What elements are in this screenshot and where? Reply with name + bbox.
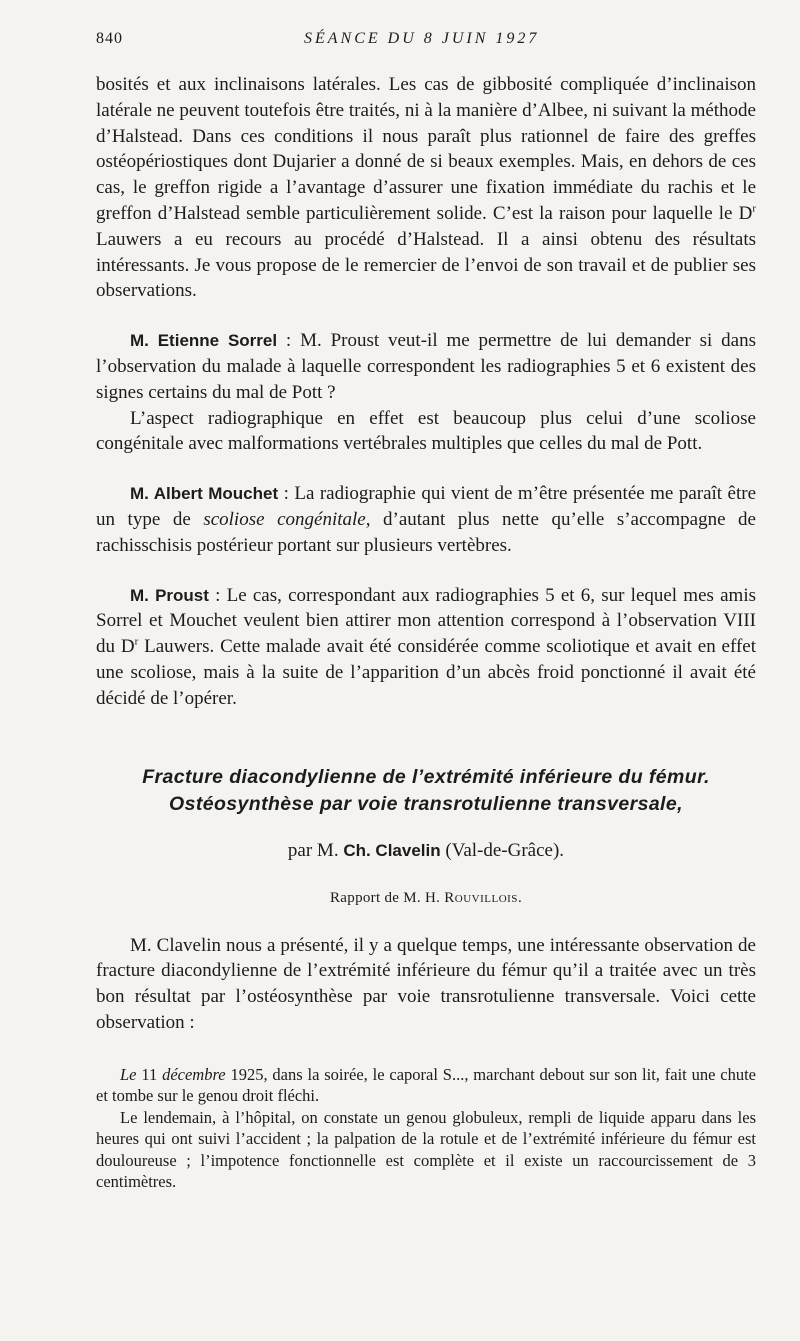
remark-text: L’aspect radiographique en effet est beaucoup plus celui d’une scoliose congénitale avec malformations vertébrales multiples que celles du mal de Pott. <box>96 407 756 455</box>
report-line <box>96 887 756 909</box>
speaker-name: M. Etienne Sorrel <box>130 331 278 351</box>
byline-prefix: par M. <box>287 839 344 861</box>
report-prefix: Rapport de M. H. <box>330 889 445 906</box>
date-italic: Le <box>120 1064 137 1084</box>
paragraph-text-end: Lauwers a eu recours au procédé d’Halstead. Il a ainsi obtenu des résultats intéressants. Je vous propose de le remercier de l’envoi de son travail et de publier ses observations. <box>96 228 756 302</box>
date-day: 11 <box>136 1064 163 1084</box>
article-byline <box>96 838 756 863</box>
paragraph-text: bosités et aux inclinaisons latérales. Les cas de gibbosité compliquée d’inclinaison latérale ne peuvent toutefois être traités, ni à la manière d’Albee, ni suivant la méthode d’Halstead. Dans ces conditions il nous paraît plus rationnel de faire des greffes ostéopériostiques dont Dujarier a donné de si beaux exemples. Mais, en dehors de ces cas, le greffon rigide a l’avantage d’assurer une fixation immédiate du rachis et le greffon d’Halstead semble particulièrement solide. C’est la raison pour laquelle le <box>96 74 756 224</box>
report-suffix: . <box>517 889 522 906</box>
doctor-abbrev: D <box>120 636 135 658</box>
observation-text: 1925, dans la soirée, le caporal S..., marchant debout sur son lit, fait une chute et tombe sur le genou droit fléchi. <box>96 1064 756 1106</box>
doctor-abbrev-sup: r <box>134 635 139 648</box>
sorrel-remark-continued <box>96 406 756 458</box>
running-head <box>96 30 756 54</box>
remark-text-end: Lauwers. Cette malade avait été considérée comme scoliotique et avait en effet une scoliose, mais à la suite de l’apparition d’un abcès froid ponctionné il avait été décidé de l’opérer. <box>96 636 757 709</box>
running-title: SÉANCE DU 8 JUIN 1927 <box>304 30 540 47</box>
proust-remark <box>96 583 756 712</box>
sorrel-remark <box>96 328 756 405</box>
byline-suffix: (Val-de-Grâce). <box>440 839 565 861</box>
speaker-name: M. Proust <box>130 585 209 605</box>
remark-text: : M. Proust veut-il me permettre de lui demander si dans l’observation du malade à laquelle correspondent les radiographies 5 et 6 existent des signes certains du mal de Pott ? <box>96 330 756 403</box>
paragraph-continuation <box>96 72 756 304</box>
article-intro <box>96 933 756 1036</box>
byline-author: Ch. Clavelin <box>343 840 441 860</box>
observation-paragraph-2 <box>96 1107 756 1193</box>
speaker-name: M. Albert Mouchet <box>130 484 279 504</box>
page-number: 840 <box>96 30 123 47</box>
date-month: décembre <box>162 1064 226 1084</box>
remark-text: : Le cas, correspondant aux radiographies 5 et 6, sur lequel mes amis Sorrel et Mouchet veulent bien attirer mon attention correspond à l’observation VIII du <box>96 584 756 658</box>
title-line-1: Fracture diacondylienne de l’extrémité inférieure du fémur. <box>142 765 710 788</box>
remark-text: : La radiographie qui vient de m’être présentée me paraît être un type de <box>96 483 757 530</box>
doctor-abbrev: D <box>738 202 753 224</box>
observation-paragraph-1 <box>96 1064 756 1107</box>
article-title <box>96 764 756 818</box>
page-body <box>96 72 756 1193</box>
report-author: Rouvillois <box>444 889 518 906</box>
doctor-abbrev-sup: r <box>752 202 756 215</box>
observation-block <box>96 1064 756 1193</box>
remark-text-end: , d’autant plus nette qu’elle s’accompagne de rachisschisis postérieur portant sur plusieurs vertèbres. <box>96 508 756 556</box>
title-line-2: Ostéosynthèse par voie transrotulienne transversale, <box>169 792 683 815</box>
italic-term: scoliose congénitale <box>203 508 366 530</box>
intro-text: M. Clavelin nous a présenté, il y a quelque temps, une intéressante observation de fracture diacondylienne de l’extrémité inférieure du fémur qu’il a traitée avec un très bon résultat par l’ostéosynthèse par voie transrotulienne transversale. Voici cette observation : <box>96 934 756 1033</box>
observation-text: Le lendemain, à l’hôpital, on constate un genou globuleux, rempli de liquide apparu dans les heures qui ont suivi l’accident ; la palpation de la rotule et de l’extrémité inférieure du fémur est douloureuse ; l’impotence fonctionnelle est complète et il existe un raccourcissement de 3 centimètres. <box>96 1107 756 1192</box>
mouchet-remark <box>96 481 756 558</box>
